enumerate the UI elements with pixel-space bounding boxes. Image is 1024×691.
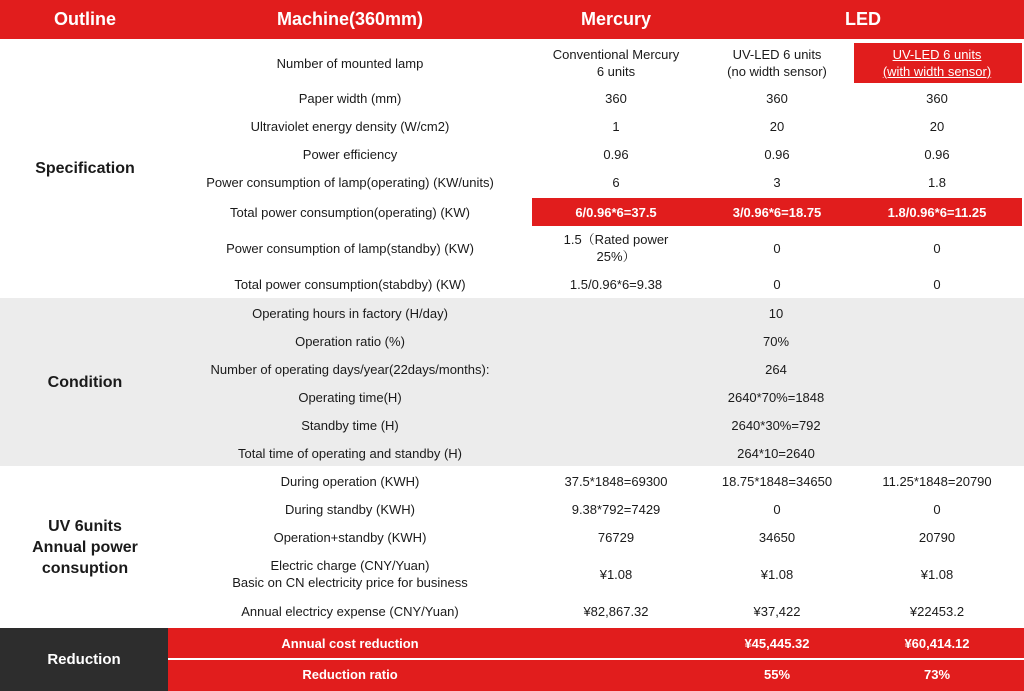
reduction-row-label: Reduction ratio [302, 667, 398, 682]
annual-row-led-no-sensor: ¥1.08 [760, 566, 794, 582]
condition-row-label: Total time of operating and standby (H) [237, 445, 462, 461]
header-led: LED [845, 9, 881, 29]
spec-row-label: Total power consumption(operating) (KW) [230, 204, 470, 220]
spec-row-mercury: 6/0.96*6=37.5 [575, 204, 657, 220]
annual-row-mercury: 9.38*792=7429 [571, 501, 661, 517]
section-reduction: Reduction [47, 651, 121, 668]
annual-row-led-no-sensor: 0 [773, 501, 781, 517]
condition-row-value: 70% [762, 333, 790, 349]
header-outline: Outline [54, 9, 116, 29]
annual-row-led-with-sensor: ¥1.08 [920, 566, 954, 582]
spec-row-led-with-sensor: 1.8/0.96*6=11.25 [887, 204, 987, 220]
spec-row-mercury: 1 [612, 118, 620, 134]
annual-row-label: During standby (KWH) [284, 501, 416, 517]
reduction-row-label: Annual cost reduction [281, 636, 419, 651]
spec-row-label: Power efficiency [302, 146, 398, 162]
spec-row-led-no-sensor: UV-LED 6 units (no width sensor) [727, 47, 827, 79]
section-condition: Condition [47, 374, 123, 391]
table-header [0, 0, 1024, 39]
annual-row-led-no-sensor: 34650 [758, 529, 796, 545]
condition-row-label: Operating time(H) [298, 389, 402, 405]
annual-row-led-with-sensor: 20790 [918, 529, 956, 545]
spec-row-led-no-sensor: 3/0.96*6=18.75 [732, 204, 822, 220]
section-annual: UV 6units Annual power consuption [32, 518, 138, 577]
annual-row-label: During operation (KWH) [280, 473, 420, 489]
annual-row-label: Operation+standby (KWH) [273, 529, 427, 545]
reduction-row-led-with-sensor: 73% [923, 667, 951, 682]
spec-row-mercury: 0.96 [603, 146, 629, 162]
spec-row-mercury: Conventional Mercury 6 units [552, 47, 680, 79]
spec-row-label: Power consumption of lamp(operating) (KW/units) [206, 174, 494, 190]
reduction-row-led-no-sensor: ¥45,445.32 [744, 636, 810, 651]
annual-row-mercury: 76729 [597, 529, 635, 545]
section-specification: Specification [35, 160, 135, 177]
spec-row-mercury: 360 [605, 90, 627, 106]
spec-row-led-with-sensor: 0 [933, 276, 941, 292]
header-machine: Machine(360mm) [276, 9, 424, 29]
spec-row-label: Power consumption of lamp(standby) (KW) [226, 240, 474, 256]
annual-row-led-with-sensor: 11.25*1848=20790 [882, 473, 992, 489]
condition-row-label: Standby time (H) [301, 417, 399, 433]
condition-row-value: 264 [765, 361, 787, 377]
annual-row-label: Electric charge (CNY/Yuan) Basic on CN electricity price for business [232, 558, 468, 590]
spec-row-led-no-sensor: 20 [769, 118, 785, 134]
condition-row-value: 2640*70%=1848 [727, 389, 825, 405]
spec-row-led-with-sensor: 0 [933, 240, 941, 256]
annual-row-mercury: ¥82,867.32 [583, 603, 649, 619]
spec-row-mercury: 6 [612, 174, 620, 190]
condition-row-value: 264*10=2640 [737, 445, 815, 461]
spec-row-led-no-sensor: 0 [773, 276, 781, 292]
spec-row-led-with-sensor: 360 [926, 90, 948, 106]
spec-row-led-no-sensor: 0.96 [764, 146, 790, 162]
spec-row-led-no-sensor: 360 [766, 90, 788, 106]
spec-row-mercury: 1.5（Rated power 25%） [563, 232, 669, 264]
annual-row-led-with-sensor: 0 [933, 501, 941, 517]
reduction-row-led-no-sensor: 55% [763, 667, 791, 682]
spec-row-led-no-sensor: 0 [773, 240, 781, 256]
condition-row-value: 2640*30%=792 [731, 417, 821, 433]
annual-row-led-with-sensor: ¥22453.2 [909, 603, 965, 619]
spec-row-mercury: 1.5/0.96*6=9.38 [569, 276, 663, 292]
spec-row-led-with-sensor: 20 [929, 118, 945, 134]
condition-row-label: Number of operating days/year(22days/months): [210, 361, 490, 377]
condition-row-value: 10 [768, 305, 784, 321]
spec-row-label: Paper width (mm) [298, 90, 402, 106]
spec-row-led-with-sensor: 0.96 [924, 146, 950, 162]
spec-row-led-with-sensor: 1.8 [927, 174, 947, 190]
annual-row-mercury: 37.5*1848=69300 [564, 473, 668, 489]
header-mercury: Mercury [580, 9, 652, 29]
annual-row-led-no-sensor: ¥37,422 [753, 603, 801, 619]
annual-row-label: Annual electricy expense (CNY/Yuan) [241, 603, 459, 619]
spec-row-label: Number of mounted lamp [276, 55, 424, 71]
spec-row-label: Total power consumption(stabdby) (KW) [234, 276, 466, 292]
condition-row-label: Operation ratio (%) [295, 333, 405, 349]
annual-row-led-no-sensor: 18.75*1848=34650 [721, 473, 833, 489]
spec-row-led-with-sensor: UV-LED 6 units (with width sensor) [882, 47, 992, 79]
annual-row-mercury: ¥1.08 [599, 566, 633, 582]
spec-row-label: Ultraviolet energy density (W/cm2) [250, 118, 450, 134]
reduction-row-led-with-sensor: ¥60,414.12 [904, 636, 970, 651]
spec-row-led-no-sensor: 3 [773, 174, 781, 190]
condition-row-label: Operating hours in factory (H/day) [252, 305, 448, 321]
